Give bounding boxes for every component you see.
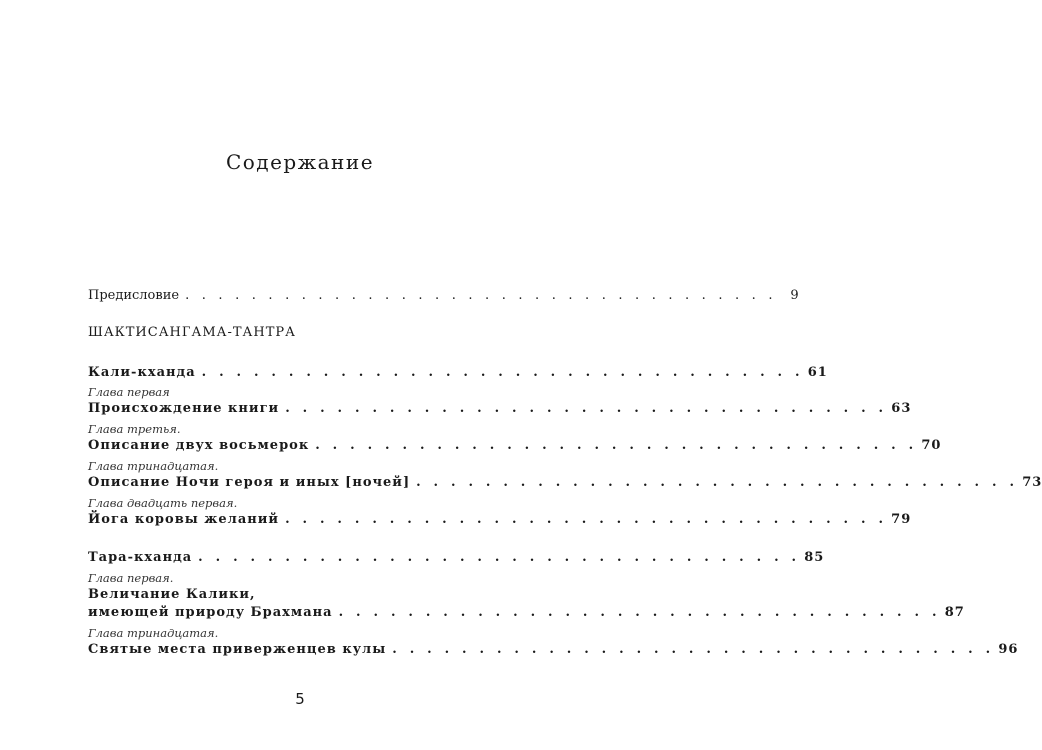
page-number: 5 xyxy=(295,690,305,708)
page-title: Содержание xyxy=(225,150,375,174)
chapter-subtitle: Глава третья. xyxy=(88,422,181,436)
toc-label: Тара-кханда xyxy=(88,550,193,565)
toc-page: 85 xyxy=(804,550,825,565)
toc-entry-chapter[interactable] xyxy=(88,437,942,455)
toc-page: 79 xyxy=(891,512,912,527)
section-heading: ШАКТИСАНГАМА-ТАНТРА xyxy=(88,325,296,340)
leader-dots: . . . . . . . . . . . . . . . . . . . . . . . . . . . . . . . . . . . xyxy=(416,475,1019,490)
toc-label-line1: Величание Калики, xyxy=(88,587,256,602)
toc-entry-kali[interactable] xyxy=(88,364,828,382)
leader-dots: . . . . . . . . . . . . . . . . . . . . . . . . . . . . . . . . . . . xyxy=(392,642,995,657)
toc-label: Описание Ночи героя и иных [ночей] xyxy=(88,475,411,490)
toc-entry-preface[interactable] xyxy=(88,287,799,305)
toc-page: 61 xyxy=(807,365,828,380)
leader-dots: . . . . . . . . . . . . . . . . . . . . . . . . . . . . . . . . . . . . xyxy=(185,288,777,303)
toc-page: 87 xyxy=(944,605,965,620)
toc-page: 9 xyxy=(790,288,799,303)
leader-dots: . . . . . . . . . . . . . . . . . . . . . . . . . . . . . . . . . . . xyxy=(315,438,918,453)
leader-dots: . . . . . . . . . . . . . . . . . . . . . . . . . . . . . . . . . . . xyxy=(201,365,804,380)
toc-label: Происхождение книги xyxy=(88,401,280,416)
toc-page: 73 xyxy=(1022,475,1042,490)
toc-label: Кали-кханда xyxy=(88,365,196,380)
toc-label: Предисловие xyxy=(88,288,180,303)
toc-page: 96 xyxy=(998,642,1019,657)
chapter-subtitle: Глава тринадцатая. xyxy=(88,626,219,640)
leader-dots: . . . . . . . . . . . . . . . . . . . . . . . . . . . . . . . . . . . xyxy=(285,401,888,416)
chapter-subtitle: Глава двадцать первая. xyxy=(88,496,238,510)
chapter-subtitle: Глава тринадцатая. xyxy=(88,459,219,473)
toc-label: Святые места приверженцев кулы xyxy=(88,642,387,657)
leader-dots: . . . . . . . . . . . . . . . . . . . . . . . . . . . . . . . . . . . xyxy=(198,550,801,565)
toc-page: 70 xyxy=(921,438,942,453)
toc-entry-chapter[interactable] xyxy=(88,511,912,529)
toc-entry-chapter[interactable] xyxy=(88,474,1042,492)
toc-label: Йога коровы желаний xyxy=(88,512,280,527)
chapter-subtitle: Глава первая xyxy=(88,385,170,399)
toc-page: 63 xyxy=(891,401,912,416)
chapter-subtitle: Глава первая. xyxy=(88,571,174,585)
toc-entry-tara[interactable] xyxy=(88,549,825,567)
toc-entry-chapter[interactable] xyxy=(88,641,1019,659)
toc-entry-chapter[interactable] xyxy=(88,604,965,622)
toc-label: имеющей природу Брахмана xyxy=(88,605,333,620)
toc-entry-chapter[interactable] xyxy=(88,400,912,418)
leader-dots: . . . . . . . . . . . . . . . . . . . . . . . . . . . . . . . . . . . xyxy=(285,512,888,527)
toc-label: Описание двух восьмерок xyxy=(88,438,310,453)
leader-dots: . . . . . . . . . . . . . . . . . . . . . . . . . . . . . . . . . . . xyxy=(338,605,941,620)
